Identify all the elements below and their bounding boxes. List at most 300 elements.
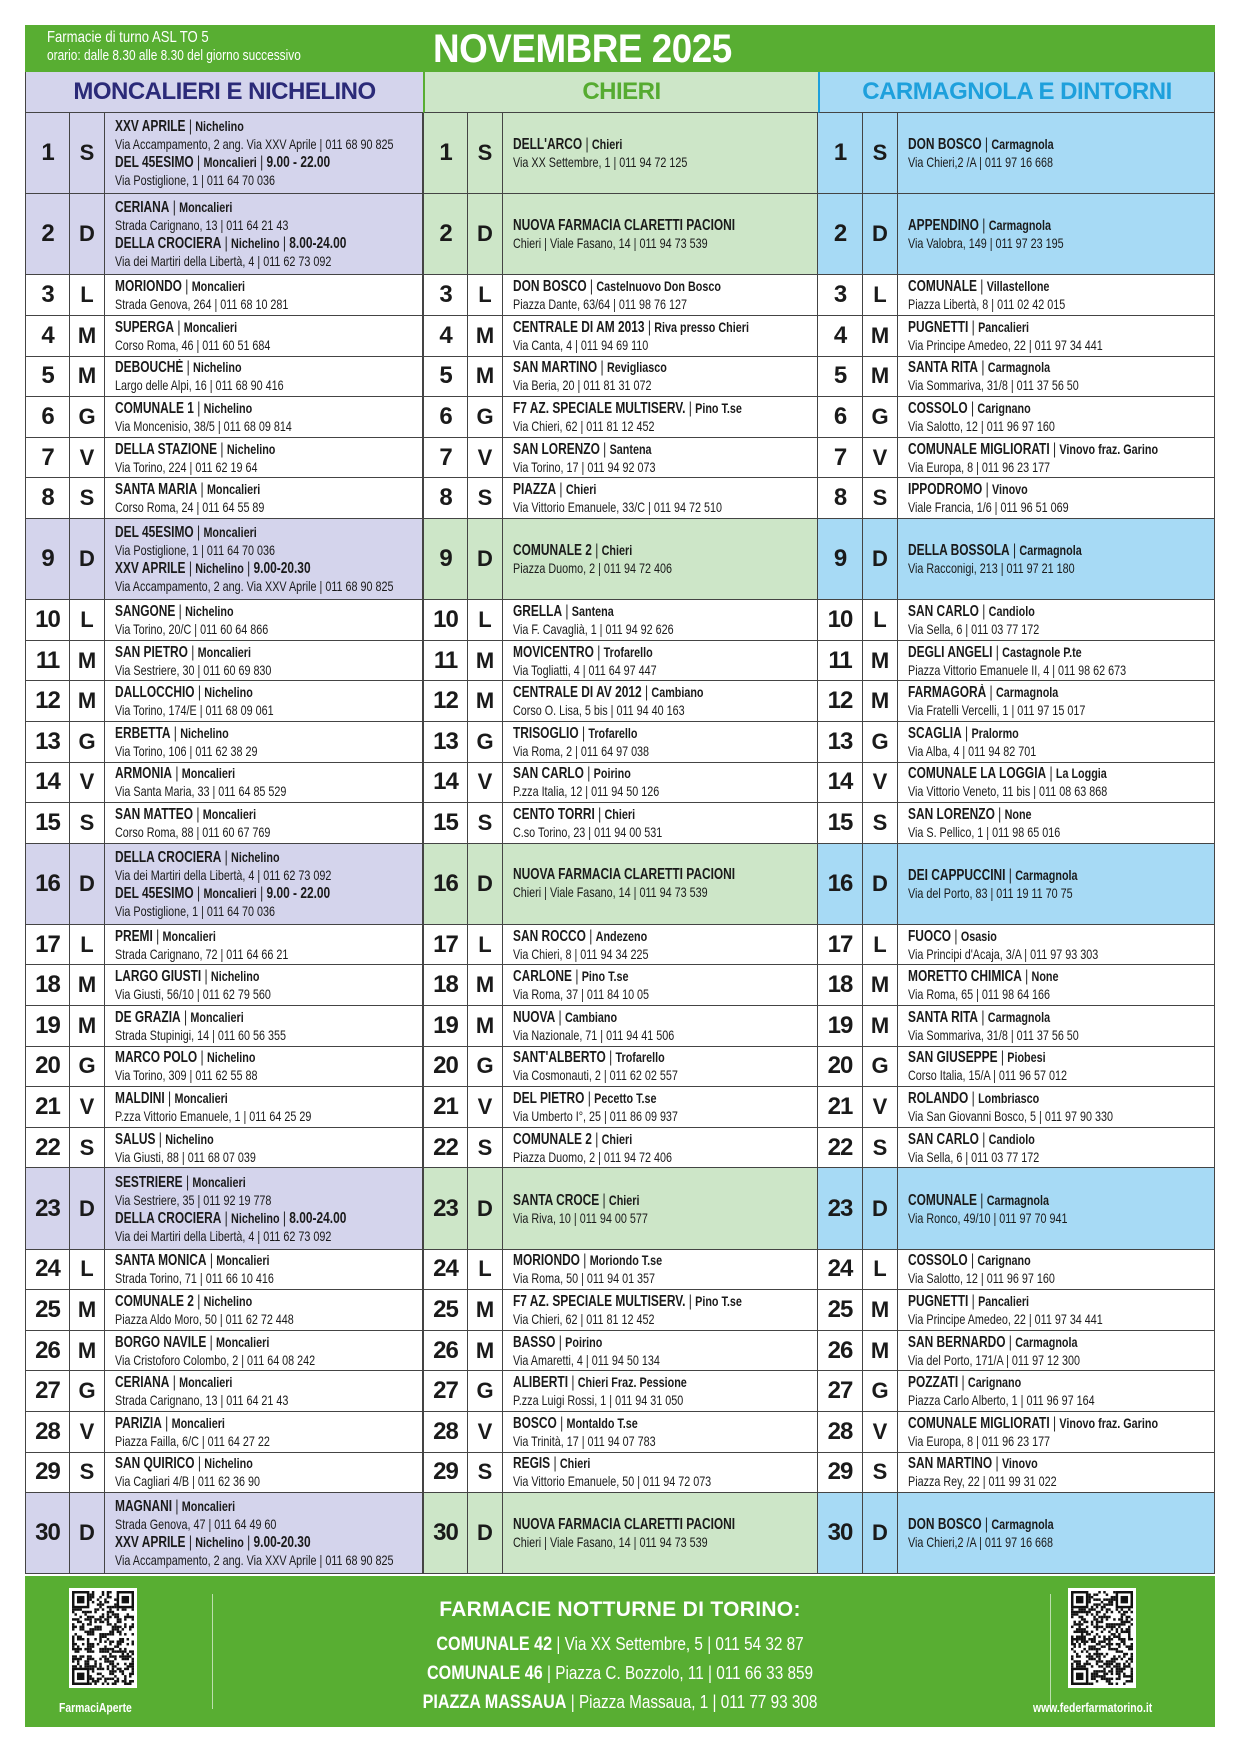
day-number: 25 — [818, 1290, 863, 1330]
weekday-letter: S — [468, 1453, 503, 1493]
weekday-letter: V — [70, 438, 105, 478]
pharmacy-name: CENTRALE DI AV 2012 — [513, 684, 642, 702]
pharmacy-cell — [105, 600, 423, 640]
pharmacy-list — [908, 764, 1144, 800]
pharmacy-town: Carmagnola — [1015, 1333, 1078, 1350]
weekday-letter: D — [863, 1168, 898, 1248]
qr-code-farmaciaperte[interactable] — [69, 1588, 137, 1688]
pharmacy-list — [115, 1008, 351, 1044]
day-row — [25, 1453, 1215, 1494]
day-number: 27 — [423, 1371, 468, 1411]
pharmacy-address: Chieri | Viale Fasano, 14 | 011 94 73 539 — [513, 234, 708, 251]
pharmacy-cell — [898, 1250, 1215, 1290]
pharmacy-list — [513, 805, 747, 841]
pharmacy-town: Poirino — [565, 1333, 603, 1350]
pharmacy-name: COMUNALE MIGLIORATI — [908, 440, 1050, 458]
pharmacy-list — [513, 1008, 747, 1044]
pharmacy-cell — [105, 844, 423, 924]
pharmacy-name: SANTA MARIA — [115, 481, 198, 499]
pharmacy-list — [908, 866, 1144, 902]
pharmacy-town: Moncalieri — [162, 927, 216, 944]
pharmacy-town: Nichelino — [204, 1455, 253, 1472]
day-row — [25, 803, 1215, 844]
day-number: 7 — [818, 438, 863, 478]
weekday-letter: S — [468, 113, 503, 193]
day-number: 29 — [423, 1453, 468, 1493]
day-number: 4 — [818, 316, 863, 356]
pharmacy-cell — [105, 1006, 423, 1046]
day-number: 3 — [423, 275, 468, 315]
pharmacy-heading: REGIS | Chieri — [513, 1455, 591, 1473]
pharmacy-address: Via Postiglione, 1 | 011 64 70 036 — [115, 902, 276, 919]
pharmacy-list — [513, 1048, 747, 1084]
pharmacy-town: Nichelino — [195, 118, 244, 135]
pharmacy-list — [115, 1130, 351, 1166]
pharmacy-heading: COMUNALE 1 | Nichelino — [115, 399, 253, 417]
pharmacy-cell — [503, 438, 818, 478]
pharmacy-address: Piazza Duomo, 2 | 011 94 72 406 — [513, 1148, 673, 1165]
pharmacy-cell — [503, 1047, 818, 1087]
pharmacy-town: Carmagnola — [995, 684, 1059, 701]
day-number: 19 — [818, 1006, 863, 1046]
pharmacy-address: Via Chieri,2 /A | 011 97 16 668 — [908, 154, 1054, 171]
pharmacy-name: DELLA CROCIERA — [115, 235, 222, 253]
weekday-letter: L — [468, 1250, 503, 1290]
pharmacy-name: COMUNALE MIGLIORATI — [908, 1414, 1050, 1432]
pharmacy-cell — [503, 1290, 818, 1330]
pharmacy-name: DEL 45ESIMO — [115, 154, 194, 172]
day-number: 6 — [423, 397, 468, 437]
weekday-letter: M — [468, 1006, 503, 1046]
pharmacy-town: Carmagnola — [987, 1008, 1051, 1025]
pharmacy-cell — [898, 1493, 1215, 1573]
pharmacy-name: PUGNETTI — [908, 318, 969, 336]
day-number: 23 — [25, 1168, 70, 1248]
pharmacy-name: DEL 45ESIMO — [115, 884, 194, 902]
pharmacy-name: GRELLA — [513, 602, 563, 620]
weekday-letter: V — [70, 763, 105, 803]
pharmacy-list — [908, 1454, 1144, 1490]
pharmacy-list — [513, 602, 747, 638]
pharmacy-cell — [503, 275, 818, 315]
weekday-letter: V — [70, 1412, 105, 1452]
weekday-letter: M — [70, 1290, 105, 1330]
pharmacy-list — [908, 1373, 1144, 1409]
pharmacy-heading: SAN CARLO | Poirino — [513, 765, 631, 783]
pharmacy-address: Piazza Carlo Alberto, 1 | 011 96 97 164 — [908, 1392, 1095, 1409]
pharmacy-list — [115, 1048, 351, 1084]
pharmacy-address: Via dei Martiri della Libertà, 4 | 011 62 73 092 — [115, 253, 332, 270]
pharmacy-address: Via Salotto, 12 | 011 96 97 160 — [908, 1270, 1055, 1287]
weekday-letter: V — [468, 438, 503, 478]
weekday-letter: M — [70, 681, 105, 721]
day-row — [25, 1168, 1215, 1249]
qr-code-federfarma[interactable] — [1068, 1588, 1136, 1688]
pharmacy-name: COMUNALE — [908, 278, 977, 296]
pharmacy-cell — [898, 844, 1215, 924]
pharmacy-address: Corso Roma, 88 | 011 60 67 769 — [115, 823, 271, 840]
pharmacy-name: DEL PIETRO — [513, 1090, 585, 1108]
pharmacy-heading: XXV APRILE | Nichelino — [115, 118, 244, 136]
weekday-letter: D — [70, 1168, 105, 1248]
pharmacy-list — [513, 1516, 747, 1551]
pharmacy-town: Nichelino — [195, 1534, 244, 1551]
pharmacy-heading — [513, 866, 747, 884]
footer-banner — [25, 1576, 1215, 1727]
pharmacy-town: La Loggia — [1055, 765, 1107, 782]
pharmacy-address: Via Sestriere, 30 | 011 60 69 830 — [115, 661, 272, 678]
weekday-letter: S — [863, 1453, 898, 1493]
pharmacy-heading: BOSCO | Montaldo T.se — [513, 1414, 638, 1432]
day-number: 1 — [818, 113, 863, 193]
pharmacy-name: SCAGLIA — [908, 724, 962, 742]
pharmacy-address: Via Cosmonauti, 2 | 011 62 02 557 — [513, 1067, 678, 1084]
pharmacy-list — [115, 358, 351, 394]
day-row — [25, 600, 1215, 641]
pharmacy-town: Moncalieri — [206, 481, 261, 498]
weekday-letter: M — [70, 965, 105, 1005]
pharmacy-town: Piobesi — [1007, 1049, 1046, 1066]
page-title: NOVEMBRE 2025 — [433, 27, 732, 71]
pharmacy-name: DEL 45ESIMO — [115, 524, 194, 542]
pharmacy-address: Via Principi d'Acaja, 3/A | 011 97 93 303 — [908, 945, 1099, 962]
pharmacy-address: Via Amaretti, 4 | 011 94 50 134 — [513, 1351, 660, 1368]
weekday-letter: D — [468, 844, 503, 924]
pharmacy-heading: DE GRAZIA | Moncalieri — [115, 1008, 244, 1026]
day-number: 24 — [423, 1250, 468, 1290]
pharmacy-heading: SAN ROCCO | Andezeno — [513, 927, 648, 945]
pharmacy-list — [513, 724, 747, 760]
day-number: 7 — [25, 438, 70, 478]
weekday-letter: S — [468, 478, 503, 518]
pharmacy-cell — [898, 681, 1215, 721]
qr-code-icon — [1071, 1591, 1133, 1685]
pharmacy-town: Carmagnola — [991, 136, 1054, 153]
pharmacy-cell — [898, 316, 1215, 356]
weekday-letter: L — [863, 1250, 898, 1290]
weekday-letter: L — [468, 600, 503, 640]
pharmacy-heading: XXV APRILE | Nichelino | 9.00-20.30 — [115, 1534, 311, 1552]
pharmacy-cell — [898, 600, 1215, 640]
pharmacy-cell — [503, 1168, 818, 1248]
weekday-letter: D — [863, 844, 898, 924]
day-number: 27 — [25, 1371, 70, 1411]
pharmacy-heading: SANTA RITA | Carmagnola — [908, 359, 1051, 377]
day-number: 14 — [818, 763, 863, 803]
pharmacy-list — [115, 683, 351, 719]
pharmacy-hours: 8.00-24.00 — [289, 1209, 347, 1227]
pharmacy-address: Via Postiglione, 1 | 011 64 70 036 — [115, 542, 276, 559]
weekday-letter: G — [468, 397, 503, 437]
pharmacy-list — [513, 440, 747, 476]
day-number: 13 — [818, 722, 863, 762]
day-number: 5 — [25, 357, 70, 397]
day-number: 3 — [818, 275, 863, 315]
pharmacy-cell — [898, 925, 1215, 965]
pharmacy-name: SANTA RITA — [908, 1008, 979, 1026]
pharmacy-heading: MOVICENTRO | Trofarello — [513, 643, 653, 661]
weekday-letter: G — [468, 1371, 503, 1411]
pharmacy-hours: 9.00-20.30 — [253, 560, 311, 578]
day-number: 22 — [818, 1128, 863, 1168]
pharmacy-cell — [503, 681, 818, 721]
pharmacy-cell — [105, 925, 423, 965]
weekday-letter: S — [863, 478, 898, 518]
pharmacy-address: P.zza Italia, 12 | 011 94 50 126 — [513, 783, 660, 800]
day-number: 10 — [25, 600, 70, 640]
day-row — [25, 763, 1215, 804]
pharmacy-list — [115, 805, 351, 841]
pharmacy-list — [115, 1333, 351, 1369]
pharmacy-town: Moncalieri — [181, 1498, 236, 1515]
day-number: 30 — [423, 1493, 468, 1573]
pharmacy-cell — [105, 194, 423, 274]
pharmacy-heading: MALDINI | Moncalieri — [115, 1090, 228, 1108]
pharmacy-cell — [105, 681, 423, 721]
pharmacy-name: COMUNALE 1 — [115, 399, 194, 417]
pharmacy-town: Moncalieri — [203, 524, 257, 541]
pharmacy-name: ARMONIA — [115, 765, 173, 783]
pharmacy-town: Nichelino — [165, 1130, 214, 1147]
pharmacy-name: COMUNALE LA LOGGIA — [908, 765, 1047, 783]
pharmacy-heading: TRISOGLIO | Trofarello — [513, 724, 638, 742]
weekday-letter: S — [70, 1128, 105, 1168]
night-pharmacy: COMUNALE 46 | Piazza C. Bozzolo, 11 | 011 66 33 859 — [427, 1663, 813, 1684]
pharmacy-name: DON BOSCO — [908, 136, 982, 154]
pharmacy-name: SAN MATTEO — [115, 805, 194, 823]
pharmacy-name: IPPODROMO — [908, 481, 983, 499]
pharmacy-heading: COMUNALE 2 | Chieri — [513, 542, 633, 560]
day-number: 30 — [818, 1493, 863, 1573]
day-number: 1 — [423, 113, 468, 193]
pharmacy-name: SANTA MONICA — [115, 1252, 207, 1270]
pharmacy-address: Via Canta, 4 | 011 94 69 110 — [513, 336, 649, 353]
day-row — [25, 275, 1215, 316]
pharmacy-cell — [105, 1371, 423, 1411]
pharmacy-cell — [898, 438, 1215, 478]
pharmacy-town: Pancalieri — [978, 1293, 1030, 1310]
pharmacy-address: Via Chieri, 62 | 011 81 12 452 — [513, 417, 655, 434]
qr-left-caption: FarmaciAperte — [59, 1700, 132, 1715]
weekday-letter: G — [70, 722, 105, 762]
day-row — [25, 681, 1215, 722]
pharmacy-list — [115, 1089, 351, 1125]
weekday-letter: M — [468, 681, 503, 721]
pharmacy-town: Nichelino — [180, 724, 229, 741]
pharmacy-name: PUGNETTI — [908, 1293, 969, 1311]
pharmacy-heading: COMUNALE 2 | Chieri — [513, 1130, 633, 1148]
pharmacy-name: NUOVA FARMACIA CLARETTI PACIONI — [513, 216, 736, 234]
day-number: 23 — [818, 1168, 863, 1248]
pharmacy-heading: PUGNETTI | Pancalieri — [908, 318, 1030, 336]
pharmacy-name: MAGNANI — [115, 1498, 173, 1516]
pharmacy-name: SAN LORENZO — [513, 440, 600, 458]
pharmacy-town: Nichelino — [195, 560, 244, 577]
pharmacy-address: Via del Porto, 171/A | 011 97 12 300 — [908, 1351, 1081, 1368]
pharmacy-name: MARCO POLO — [115, 1049, 198, 1067]
day-number: 9 — [423, 519, 468, 599]
pharmacy-town: Carmagnola — [1015, 866, 1078, 883]
day-number: 12 — [423, 681, 468, 721]
night-pharmacy: COMUNALE 42 | Via XX Settembre, 5 | 011 54 32 87 — [436, 1634, 804, 1655]
pharmacy-list — [908, 399, 1144, 435]
pharmacy-town: Lombriasco — [978, 1090, 1040, 1107]
pharmacy-town: Moncalieri — [216, 1333, 270, 1350]
pharmacy-name: XXV APRILE — [115, 1534, 186, 1552]
pharmacy-address: Strada Carignano, 13 | 011 64 21 43 — [115, 217, 289, 234]
pharmacy-town: Poirino — [593, 765, 631, 782]
day-row — [25, 438, 1215, 479]
pharmacy-cell — [105, 1128, 423, 1168]
pharmacy-cell — [898, 478, 1215, 518]
column-headers — [25, 72, 1215, 113]
pharmacy-list — [908, 1191, 1144, 1227]
pharmacy-town: Pino T.se — [695, 399, 742, 416]
weekday-letter: S — [468, 803, 503, 843]
pharmacy-heading: DALLOCCHIO | Nichelino — [115, 684, 253, 702]
header-subtitle — [47, 29, 301, 65]
weekday-letter: D — [70, 519, 105, 599]
pharmacy-town: Moncalieri — [197, 643, 252, 660]
pharmacy-list — [513, 683, 747, 719]
pharmacy-list — [513, 764, 747, 800]
pharmacy-list — [908, 1130, 1144, 1166]
night-pharmacies-title: FARMACIE NOTTURNE DI TORINO: — [439, 1598, 801, 1621]
pharmacy-name: PARIZIA — [115, 1414, 162, 1432]
pharmacy-heading: SESTRIERE | Moncalieri — [115, 1173, 246, 1191]
pharmacy-name: DON BOSCO — [513, 278, 587, 296]
weekday-letter: M — [863, 1290, 898, 1330]
pharmacy-name: DEI CAPPUCCINI — [908, 866, 1006, 884]
day-number: 28 — [423, 1412, 468, 1452]
pharmacy-heading: ARMONIA | Moncalieri — [115, 765, 236, 783]
pharmacy-heading: COSSOLO | Carignano — [908, 399, 1031, 417]
pharmacy-address: Via Sella, 6 | 011 03 77 172 — [908, 1148, 1040, 1165]
pharmacy-address: Piazza Vittorio Emanuele II, 4 | 011 98 62 673 — [908, 661, 1127, 678]
weekday-letter: L — [70, 600, 105, 640]
pharmacy-name: CERIANA — [115, 199, 170, 217]
pharmacy-address: Via Trinità, 17 | 011 94 07 783 — [513, 1432, 656, 1449]
pharmacy-name: MOVICENTRO — [513, 643, 594, 661]
schedule-table — [25, 113, 1215, 1574]
day-number: 10 — [423, 600, 468, 640]
pharmacy-heading: CERIANA | Moncalieri — [115, 199, 233, 217]
pharmacy-cell — [105, 1412, 423, 1452]
pharmacy-name: XXV APRILE — [115, 560, 186, 578]
pharmacy-address: Via Chieri, 62 | 011 81 12 452 — [513, 1311, 655, 1328]
weekday-letter: D — [70, 1493, 105, 1573]
day-row — [25, 519, 1215, 600]
pharmacy-heading: SAN MARTINO | Revigliasco — [513, 359, 667, 377]
pharmacy-town: Pralormo — [971, 724, 1019, 741]
pharmacy-name: SAN CARLO — [908, 602, 979, 620]
pharmacy-town: Pecetto T.se — [594, 1090, 657, 1107]
day-number: 17 — [25, 925, 70, 965]
weekday-letter: M — [70, 641, 105, 681]
day-number: 20 — [25, 1047, 70, 1087]
weekday-letter: G — [863, 1371, 898, 1411]
weekday-letter: V — [468, 1412, 503, 1452]
day-number: 17 — [818, 925, 863, 965]
pharmacy-town: Carmagnola — [991, 1516, 1054, 1533]
pharmacy-cell — [898, 194, 1215, 274]
night-pharmacy-name: COMUNALE 46 — [427, 1663, 543, 1684]
pharmacy-town: Chieri — [565, 481, 597, 498]
pharmacy-cell — [898, 1087, 1215, 1127]
pharmacy-name: LARGO GIUSTI — [115, 968, 202, 986]
day-row — [25, 965, 1215, 1006]
pharmacy-list — [908, 1008, 1144, 1044]
day-row — [25, 1331, 1215, 1372]
pharmacy-heading: DEI CAPPUCCINI | Carmagnola — [908, 866, 1078, 884]
pharmacy-list — [115, 1497, 393, 1569]
pharmacy-cell — [105, 316, 423, 356]
pharmacy-name: SAN CARLO — [908, 1130, 979, 1148]
weekday-letter: V — [863, 1412, 898, 1452]
pharmacy-town: Moncalieri — [174, 1090, 228, 1107]
pharmacy-heading: SUPERGA | Moncalieri — [115, 318, 238, 336]
pharmacy-heading: COMUNALE | Carmagnola — [908, 1191, 1050, 1209]
day-row — [25, 1412, 1215, 1453]
pharmacy-heading: MARCO POLO | Nichelino — [115, 1049, 256, 1067]
weekday-letter: V — [70, 1087, 105, 1127]
day-number: 20 — [818, 1047, 863, 1087]
pharmacy-heading: SANTA MARIA | Moncalieri — [115, 481, 261, 499]
weekday-letter: M — [468, 357, 503, 397]
pharmacy-heading — [513, 217, 747, 235]
pharmacy-town: Santena — [571, 602, 614, 619]
day-number: 30 — [25, 1493, 70, 1573]
column-header-chieri: CHIERI — [423, 72, 818, 113]
day-number: 26 — [423, 1331, 468, 1371]
pharmacy-cell — [105, 438, 423, 478]
weekday-letter: M — [863, 357, 898, 397]
pharmacy-address: Via Torino, 224 | 011 62 19 64 — [115, 458, 258, 475]
pharmacy-address: Strada Genova, 47 | 011 64 49 60 — [115, 1516, 277, 1533]
day-number: 15 — [25, 803, 70, 843]
day-number: 8 — [423, 478, 468, 518]
pharmacy-address: Via Europa, 8 | 011 96 23 177 — [908, 458, 1051, 475]
pharmacy-address: Via Beria, 20 | 011 81 31 072 — [513, 377, 652, 394]
pharmacy-cell — [503, 194, 818, 274]
pharmacy-cell — [105, 1168, 423, 1248]
day-number: 28 — [818, 1412, 863, 1452]
pharmacy-list — [513, 399, 747, 435]
pharmacy-list — [513, 1089, 747, 1125]
pharmacy-town: Cambiano — [564, 1008, 618, 1025]
pharmacy-cell — [105, 1331, 423, 1371]
pharmacy-name: FUOCO — [908, 927, 952, 945]
pharmacy-name: PIAZZA — [513, 481, 557, 499]
weekday-letter: S — [70, 1453, 105, 1493]
pharmacy-town: Cambiano — [651, 684, 704, 701]
day-number: 23 — [423, 1168, 468, 1248]
weekday-letter: M — [468, 965, 503, 1005]
day-row — [25, 1087, 1215, 1128]
pharmacy-address: Chieri | Viale Fasano, 14 | 011 94 73 539 — [513, 884, 708, 901]
pharmacy-cell — [898, 1453, 1215, 1493]
weekday-letter: S — [70, 803, 105, 843]
weekday-letter: G — [70, 1047, 105, 1087]
pharmacy-name: F7 AZ. SPECIALE MULTISERV. — [513, 1293, 686, 1311]
day-row — [25, 316, 1215, 357]
pharmacy-cell — [105, 641, 423, 681]
day-number: 19 — [25, 1006, 70, 1046]
pharmacy-town: Riva presso Chieri — [654, 318, 749, 335]
day-row — [25, 357, 1215, 398]
pharmacy-heading: POZZATI | Carignano — [908, 1374, 1022, 1392]
pharmacy-address: Via Giusti, 56/10 | 011 62 79 560 — [115, 986, 271, 1003]
